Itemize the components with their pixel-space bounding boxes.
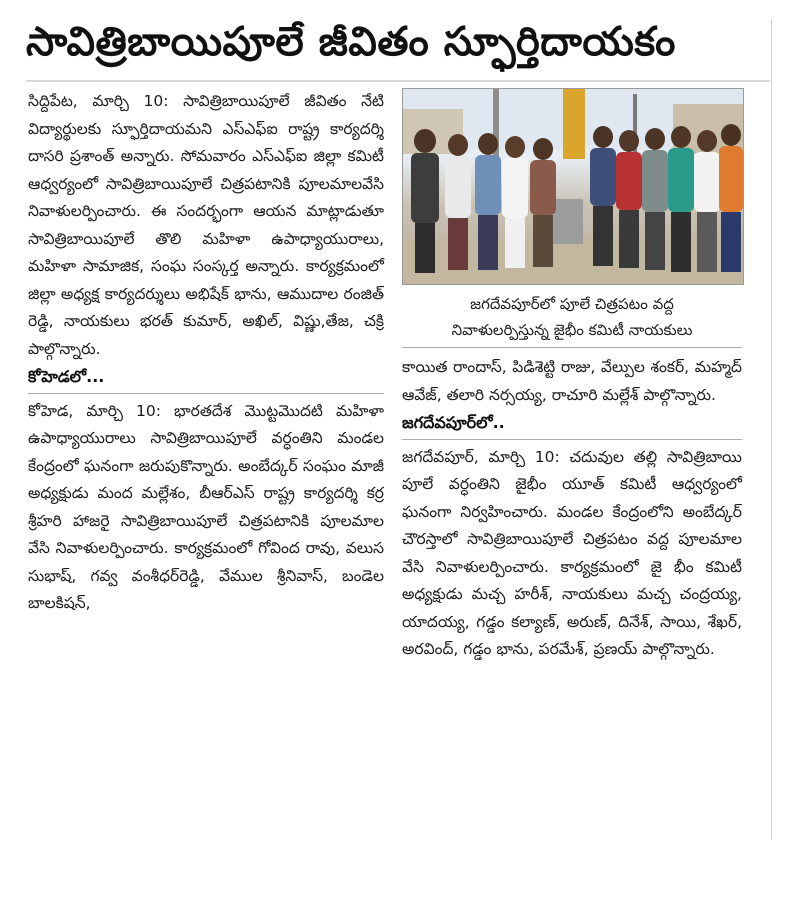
photo-caption-line-2: నివాళులర్పిస్తున్న జైభీం కమిటీ నాయకులు	[451, 321, 693, 339]
headline: సావిత్రిబాయిపూలే జీవితం స్ఫూర్తిదాయకం	[26, 19, 676, 65]
page-edge-rule	[771, 20, 772, 840]
caption-rule	[402, 347, 742, 348]
koheda-continuation-text: కాయిత రాందాస్, పిడిశెట్టి రాజు, వేల్పుల శంకర్, మహ్మద్ ఆవేజ్, తలారి నర్సయ్య, రాచూరి మల్లేశ్ పాల్గొన్నారు.	[402, 358, 742, 404]
section-divider-right	[402, 439, 742, 440]
jagadevpur-subhead: జగదేవపూర్‌లో..	[402, 413, 505, 432]
section-divider	[28, 393, 384, 394]
jagadevpur-article-text: జగదేవపూర్, మార్చి 10: చదువుల తల్లి సావిత్రిబాయి పూలే వర్ధంతిని జైభీం యూత్ కమిటీ ఆధ్వర్యంలో ఘనంగా నిర్వహించారు. మండల కేంద్రంలోని అంబేద్కర్ చౌరస్తాలో సావిత్రిబాయిపూలే చిత్రపటం వద్ద పూలమాల వేసి నివాళులర్పించారు. కార్యక్రమంలో జై భీం కమిటీ అధ్యక్షుడు మచ్చ హరీశ్, నాయకులు మచ్చ చంద్రయ్య, యాదయ్య, గడ్డం కల్యాణ్, అరుణ్, దినేశ్, సాయి, శేఖర్, అరవింద్, గడ్డం భాను, పరమేశ్, ప్రణయ్ పాల్గొన్నారు.	[402, 447, 742, 658]
group-photo-illustration	[403, 89, 743, 284]
photo-caption-line-1: జగదేవపూర్‌లో పూలే చిత్రపటం వద్ద	[470, 295, 674, 313]
koheda-article-text: కోహెడ, మార్చి 10: భారతదేశ మొట్టమొదటి మహిళా ఉపాధ్యాయురాలు సావిత్రిబాయిపూలే వర్ధంతిని మండల కేంద్రంలో ఘనంగా జరుపుకొన్నారు. అంబేద్కర్ సంఘం మాజీ అధ్యక్షుడు మంద మల్లేశం, బీఆర్ఎస్ రాష్ట్ర కార్యదర్శి కర్ర శ్రీహరి హాజరై సావిత్రిబాయిపూలే చిత్రపటానికి పూలమాల వేసి నివాళులర్పించారు. కార్యక్రమంలో గోవింద రావు, వలుస సుభాష్, గవ్వ వంశీధర్‌రెడ్డి, వేముల శ్రీనివాస్, బండెల బాలకిషన్,	[28, 401, 384, 612]
right-column	[402, 88, 742, 664]
photo-caption	[402, 291, 742, 343]
siddipet-article-text: సిద్దిపేట, మార్చి 10: సావిత్రిబాయిపూలే జీవితం నేటి విద్యార్థులకు స్ఫూర్తిదాయమని ఎస్ఎఫ్ఐ రాష్ట్ర కార్యదర్శి దాసరి ప్రశాంత్ అన్నారు. సోమవారం ఎస్ఎఫ్ఐ జిల్లా కమిటీ ఆధ్వర్యంలో సావిత్రిబాయిపూలే చిత్రపటానికి పూలమాలవేసి నివాళులర్పించారు. ఈ సందర్భంగా ఆయన మాట్లాడుతూ సావిత్రిబాయిపూలే తొలి మహిళా ఉపాధ్యాయురాలు, మహిళా సామాజిక, సంఘ సంస్కర్త అన్నారు. కార్యక్రమంలో జిల్లా అధ్యక్ష కార్యదర్శులు అభిషేక్ భాను, ఆముదాల రంజిత్ రెడ్డి, నాయకులు భరత్ కుమార్, అఖిల్, విష్ణు,తేజ, చక్రి పాల్గొన్నారు.	[28, 92, 384, 358]
headline-rule	[26, 80, 770, 82]
news-photo	[402, 88, 744, 285]
kohedа-subhead: కోహెడలో...	[28, 367, 105, 386]
left-column	[28, 88, 384, 618]
